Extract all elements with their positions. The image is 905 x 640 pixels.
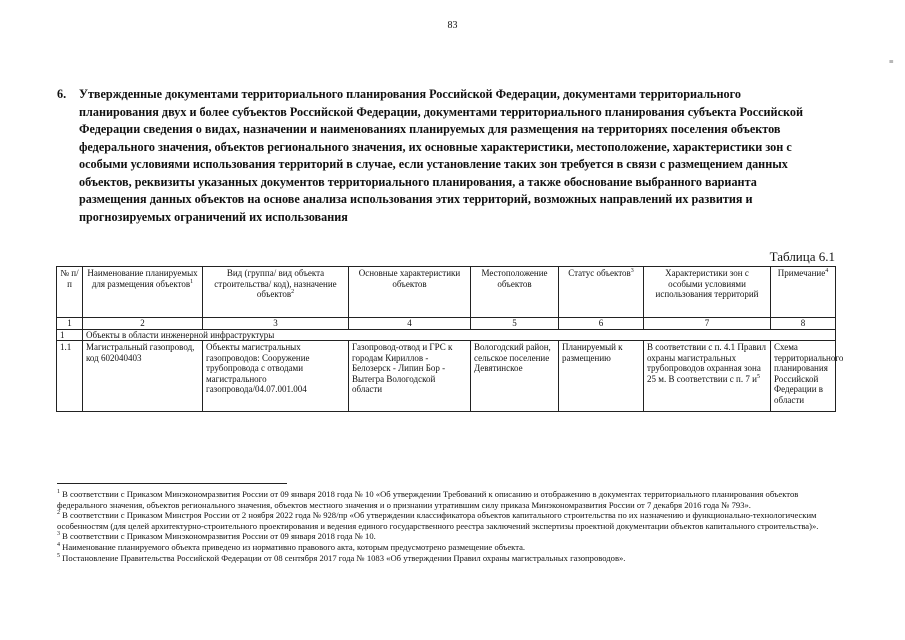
header-text: Наименование планируемых для размещения объектов xyxy=(87,268,198,289)
header-cell xyxy=(644,267,771,318)
page-number: 83 xyxy=(447,20,458,31)
object-zones-cell xyxy=(644,341,771,412)
section-heading xyxy=(57,86,817,226)
column-index-cell: 5 xyxy=(471,318,559,330)
column-index-cell: 7 xyxy=(644,318,771,330)
footnote xyxy=(57,531,837,542)
header-text: Вид (группа/ вид объекта строительства/ код), назначение объектов xyxy=(214,268,337,299)
table-section-row xyxy=(57,329,836,341)
object-name-cell: Магистральный газопровод, код 602040403 xyxy=(83,341,203,412)
column-index-cell: 8 xyxy=(771,318,836,330)
section-number-cell: 1 xyxy=(57,329,83,341)
footnote-text: В соответствии с Приказом Минэкономразвития России от 09 января 2018 года № 10 «Об утверждении Требований к описанию и отображению в документах территориального планирования объектов федерального значения, объектов регионального значения, объектов местного значения и о признании утратившим силу приказа Минэкономразвития России от 7 декабря 2016 года № 793». xyxy=(57,489,799,510)
header-cell xyxy=(559,267,644,318)
header-text: Статус объектов xyxy=(568,268,631,278)
footnote-text: В соответствии с Приказом Минстроя России от 2 ноября 2022 года № 928/пр «Об утверждении классификатора объектов капитального строительства по их назначению и функционально-технологическим особенностям (для целей архитектурно-строительного проектирования и ведения единого государственного реестра заключений экспертизы проектной документации объектов капитального строительства)». xyxy=(57,510,819,531)
footnote-ref: 1 xyxy=(190,278,194,285)
section-title: Утвержденные документами территориального планирования Российской Федерации, документами территориального планирования двух и более субъектов Российской Федерации, документами территориального планирования субъекта Российской Федерации сведения о видах, назначении и наименованиях планируемых для размещения на территориях поселения объектов федерального значения, объектов регионального значения, их основные характеристики, местоположение, характеристики зон с особыми условиями использования территорий в случае, если установление таких зон требуется в связи с размещением данных объектов, реквизиты указанных документов территориального планирования, а также обоснование выбранного варианта размещения данных объектов на основе анализа использования этих территорий, возможных направлений их развития и прогнозируемых ограничений их использования xyxy=(79,87,803,224)
footnote-mark: 1 xyxy=(57,489,60,496)
footnote-text: Наименование планируемого объекта приведено из нормативно правового акта, которым предусмотрено размещение объекта. xyxy=(62,541,526,552)
header-text: Характеристики зон с особыми условиями использования территорий xyxy=(655,268,759,299)
footnote-ref: 3 xyxy=(630,268,634,274)
column-index-row xyxy=(57,318,836,330)
footnote-ref: 2 xyxy=(291,289,295,295)
footnotes xyxy=(57,489,837,563)
section-number: 6. xyxy=(57,87,67,101)
side-margin-mark: ≡ xyxy=(889,57,894,66)
header-cell xyxy=(203,267,349,318)
footnote-ref: 4 xyxy=(825,268,829,274)
column-index-cell: 1 xyxy=(57,318,83,330)
column-index-cell: 4 xyxy=(349,318,471,330)
footnote-mark: 2 xyxy=(57,510,60,517)
footnote xyxy=(57,553,837,564)
object-kind-cell: Объекты магистральных газопроводов: Сооружение трубопровода с отводами магистрального газопровода/04.07.001.004 xyxy=(203,341,349,412)
column-index-cell: 6 xyxy=(559,318,644,330)
object-note-cell: Схема территориального планирования Российской Федерации в области xyxy=(771,341,836,412)
footnote xyxy=(57,510,837,531)
footnote-text: В соответствии с Приказом Минэкономразвития России от 09 января 2018 года № 10. xyxy=(62,531,376,542)
footnote-ref: 5 xyxy=(756,373,760,380)
header-cell xyxy=(57,267,83,318)
footnote-separator xyxy=(57,483,287,484)
header-cell xyxy=(349,267,471,318)
footnote-mark: 3 xyxy=(57,531,60,538)
footnote xyxy=(57,489,837,510)
object-characteristics-cell: Газопровод-отвод и ГРС к городам Кириллов - Белозерск - Липин Бор - Вытегра Вологодской области xyxy=(349,341,471,412)
column-index-cell: 3 xyxy=(203,318,349,330)
header-text: № п/п xyxy=(60,268,79,289)
header-cell xyxy=(471,267,559,318)
object-status-cell: Планируемый к размещению xyxy=(559,341,644,412)
header-cell xyxy=(83,267,203,318)
table-row xyxy=(57,341,836,412)
column-index-cell: 2 xyxy=(83,318,203,330)
objects-table xyxy=(56,266,844,412)
footnote xyxy=(57,542,837,553)
table-caption: Таблица 6.1 xyxy=(769,249,835,264)
footnote-mark: 5 xyxy=(57,552,60,559)
table-header-row xyxy=(57,267,836,318)
row-number-cell: 1.1 xyxy=(57,341,83,412)
section-title-cell: Объекты в области инженерной инфраструктуры xyxy=(83,329,836,341)
header-text: Основные характеристики объектов xyxy=(358,268,461,289)
object-location-cell: Вологодский район, сельское поселение Девятинское xyxy=(471,341,559,412)
footnote-text: Постановление Правительства Российской Федерации от 08 сентября 2017 года № 1083 «Об утверждении Правил охраны магистральных газопроводов». xyxy=(62,552,626,563)
header-cell xyxy=(771,267,836,318)
footnote-mark: 4 xyxy=(57,542,60,549)
zones-text: В соответствии с п. 4.1 Правил охраны магистральных трубопроводов охранная зона 25 м. В соответствии с п. 7 и xyxy=(647,342,766,384)
header-text: Местоположение объектов xyxy=(481,268,548,289)
header-text: Примечание xyxy=(777,268,826,278)
